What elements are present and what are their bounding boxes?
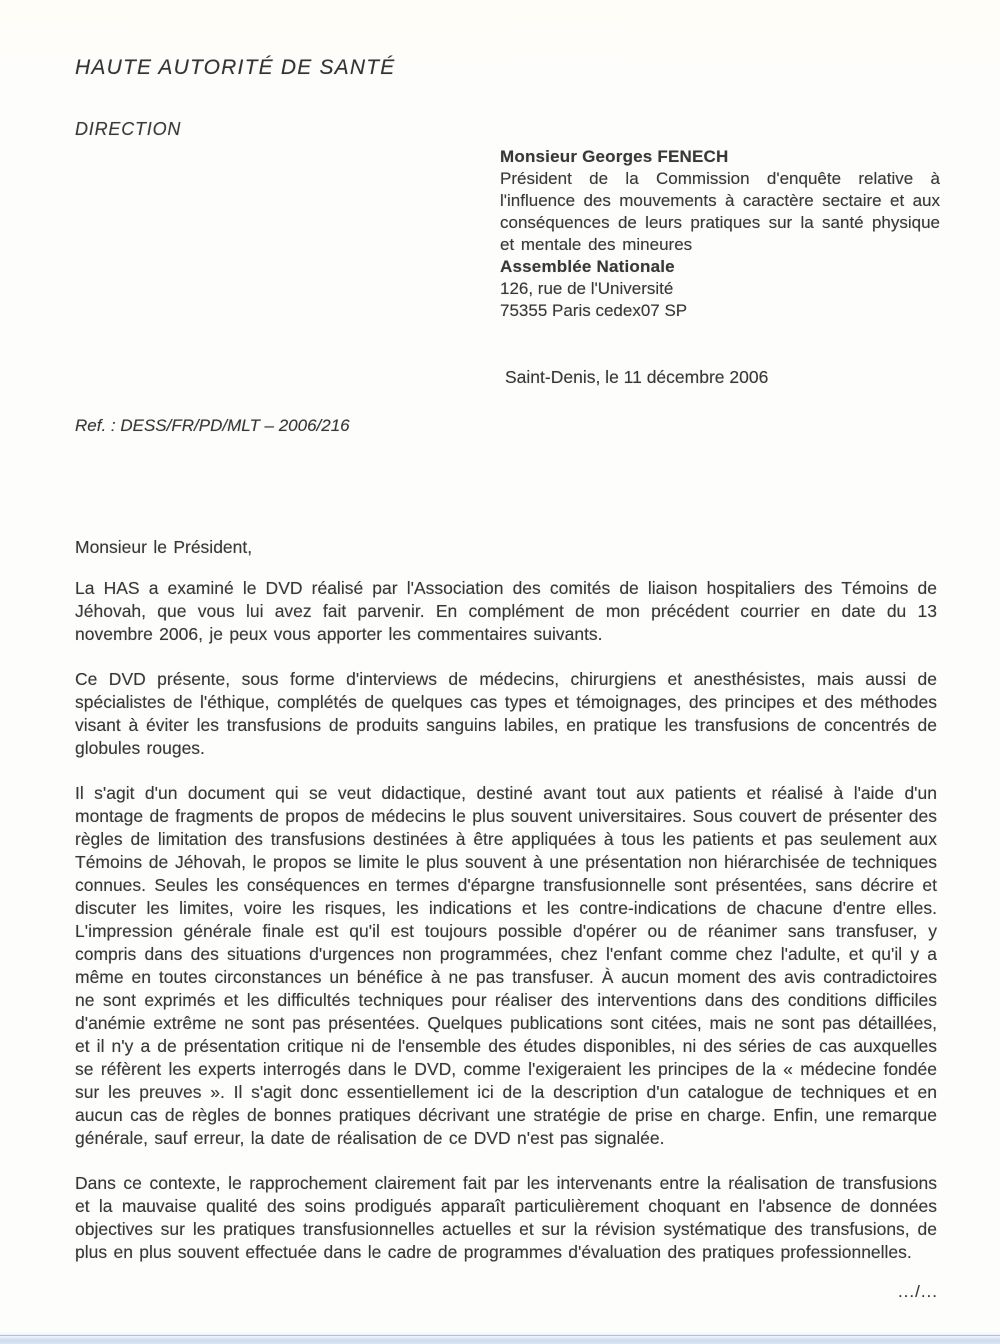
letter-body (75, 536, 937, 1286)
body-paragraph-1: La HAS a examiné le DVD réalisé par l'Association des comités de liaison hospitaliers des Témoins de Jéhovah, que vous lui avez fait parvenir. En complément de mon précédent courrier en date du 13 novembre 2006, je peux vous apporter les commentaires suivants. (75, 578, 937, 644)
letterhead-department: DIRECTION (75, 119, 182, 139)
salutation: Monsieur le Président, (75, 537, 253, 557)
recipient-address-line-2: 75355 Paris cedex07 SP (500, 301, 688, 320)
reference-line: Ref. : DESS/FR/PD/MLT – 2006/216 (75, 416, 350, 435)
place-and-date-line: Saint-Denis, le 11 décembre 2006 (505, 367, 769, 387)
page-continuation-mark: .../... (897, 1282, 938, 1301)
recipient-name: Monsieur Georges FENECH (500, 147, 729, 166)
bottom-window-edge-bar (0, 1335, 1000, 1344)
body-paragraph-2: Ce DVD présente, sous forme d'interviews de médecins, chirurgiens et anesthésistes, mais aussi de spécialistes de l'éthique, complétés de quelques cas types et témoignages, des principes et des méthodes visant à éviter les transfusions de produits sanguins labiles, en pratique les transfusions de concentrés de globules rouges. (75, 669, 937, 758)
letterhead-organization: HAUTE AUTORITÉ DE SANTÉ (75, 56, 396, 79)
recipient-institution: Assemblée Nationale (500, 257, 675, 276)
recipient-address-block (500, 146, 940, 322)
body-paragraph-3: Il s'agit d'un document qui se veut didactique, destiné avant tout aux patients et réalisé à l'aide d'un montage de fragments de propos de médecins le plus souvent universitaires. Sous couvert de présenter des règles de limitation des transfusions destinées à être appliquées à tous les patients et pas seulement aux Témoins de Jéhovah, le propos se limite le plus souvent à une présentation non hiérarchisée de techniques connues. Seules les conséquences en termes d'épargne transfusionnelle sont présentées, sans décrire et discuter les limites, voire les risques, les indications et les contre-indications de chacune d'entre elles. L'impression générale finale est qu'il est toujours possible d'opérer ou de réanimer sans transfuser, y compris dans des situations d'urgences non programmées, chez l'enfant comme chez l'adulte, et qu'il y a même en toutes circonstances un bénéfice à ne pas transfuser. À aucun moment des avis contradictoires ne sont exprimés et les difficultés techniques pour réaliser des interventions dans des conditions difficiles d'anémie extrême ne sont pas présentées. Quelques publications sont citées, mais ne sont pas détaillées, et il n'y a de présentation critique ni de l'ensemble des études disponibles, ni des séries de cas auxquelles se réfèrent les experts interrogés dans le DVD, comme l'exigeraient les principes de la « médecine fondée sur les preuves ». Il s'agit donc essentiellement ici de la description d'un catalogue de techniques et en aucun cas de règles de bonnes pratiques décrivant une stratégie de prise en charge. Enfin, une remarque générale, sauf erreur, la date de réalisation de ce DVD n'est pas signalée. (75, 783, 938, 1148)
recipient-title: Président de la Commission d'enquête relative à l'influence des mouvements à caractère sectaire et aux conséquences de leurs pratiques sur la santé physique et mentale des mineures (500, 169, 940, 254)
body-paragraph-4: Dans ce contexte, le rapprochement clairement fait par les intervenants entre la réalisation de transfusions et la mauvaise qualité des soins prodigués apparaît particulièrement choquant en l'absence de données objectives sur les pratiques transfusionnelles actuelles et sur la révision systématique des transfusions, de plus en plus souvent effectuée dans le cadre de programmes d'évaluation des pratiques professionnelles. (75, 1173, 937, 1262)
recipient-address-line-1: 126, rue de l'Université (500, 279, 674, 298)
